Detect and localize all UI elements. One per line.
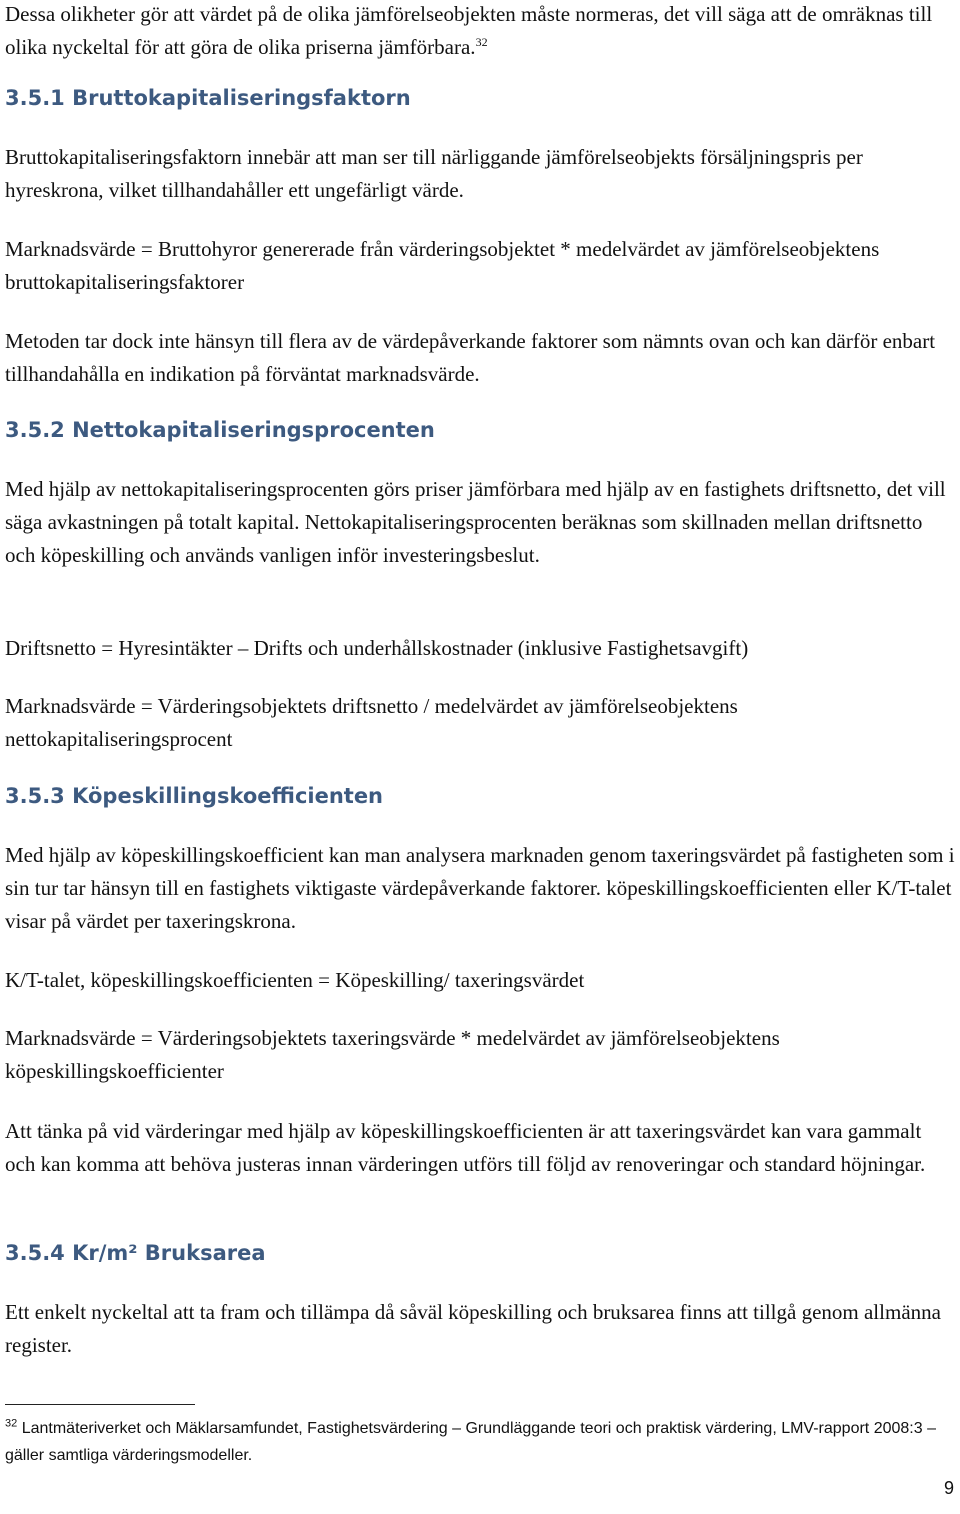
heading-3-5-1: 3.5.1 Bruttokapitaliseringsfaktorn [5,86,411,110]
footnote-text: Lantmäteriverket och Mäklarsamfundet, Fastighetsvärdering – Grundläggande teori och praktisk värdering, LMV-rapport 2008:3 – gäller samtliga värderingsmodeller. [5,1420,936,1464]
intro-paragraph: Dessa olikheter gör att värdet på de olika jämförelseobjekten måste normeras, det vill säga att de omräknas till olika nyckeltal för att göra de olika priserna jämförbara.$^{32}$ [5,2,933,59]
formula-marknadsvarde-netto: Marknadsvärde = Värderingsobjektets driftsnetto / medelvärdet av jämförelseobjektens nettokapitaliseringsprocent [5,694,738,751]
heading-3-5-2: 3.5.2 Nettokapitaliseringsprocenten [5,418,435,442]
formula-kt-talet: K/T-talet, köpeskillingskoefficienten = Köpeskilling/ taxeringsvärdet [5,968,585,992]
paragraph-3-5-3-b: Att tänka på vid värderingar med hjälp av köpeskillingskoefficienten är att taxeringsvärdet kan vara gammalt och kan komma att behöva justeras innan värderingen utförs till följd av renoveringar och standard höjningar. [5,1119,926,1176]
formula-marknadsvarde-brutto: Marknadsvärde = Bruttohyror genererade från värderingsobjektet * medelvärdet av jämförelseobjektens bruttokapitaliseringsfaktorer [5,237,880,294]
paragraph-3-5-1-a: Bruttokapitaliseringsfaktorn innebär att man ser till närliggande jämförelseobjekts försäljningspris per hyreskrona, vilket tillhandahåller ett ungefärligt värde. [5,145,863,202]
paragraph-3-5-4: Ett enkelt nyckeltal att ta fram och tillämpa då såväl köpeskilling och bruksarea finns att tillgå genom allmänna register. [5,1300,941,1357]
footnote-number: 32 [5,1417,18,1430]
footnote-separator [5,1404,195,1405]
paragraph-3-5-3-a: Med hjälp av köpeskillingskoefficient kan man analysera marknaden genom taxeringsvärdet på fastigheten som i sin tur tar hänsyn till en fastighets viktigaste värdepåverkande faktorer. köpeskillingskoefficienten eller K/T-talet visar på värdet per taxeringskrona. [5,843,955,933]
footnote [5,1415,955,1469]
heading-3-5-4: 3.5.4 Kr/m² Bruksarea [5,1241,266,1265]
paragraph-3-5-2-a: Med hjälp av nettokapitaliseringsprocenten görs priser jämförbara med hjälp av en fastighets driftsnetto, det vill säga avkastningen på totalt kapital. Nettokapitaliseringsprocenten beräknas som skillnaden mellan driftsnetto och köpeskilling och används vanligen inför investeringsbeslut. [5,477,946,567]
page-number: 9 [943,1478,954,1498]
paragraph-3-5-1-b: Metoden tar dock inte hänsyn till flera av de värdepåverkande faktorer som nämnts ovan och kan därför enbart tillhandahålla en indikation på förväntat marknadsvärde. [5,329,936,386]
formula-driftsnetto: Driftsnetto = Hyresintäkter – Drifts och underhållskostnader (inklusive Fastighetsavgift) [5,636,749,660]
heading-3-5-3: 3.5.3 Köpeskillingskoefficienten [5,784,384,808]
formula-marknadsvarde-kt: Marknadsvärde = Värderingsobjektets taxeringsvärde * medelvärdet av jämförelseobjektens köpeskillingskoefficienter [5,1026,780,1083]
footnote-ref[interactable]: 32 [475,35,488,49]
